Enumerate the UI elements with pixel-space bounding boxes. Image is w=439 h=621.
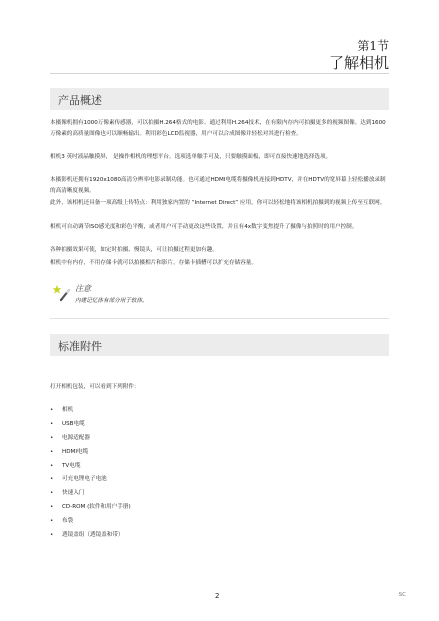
page-number: 2 (215, 592, 220, 600)
accessories-heading-bar (50, 334, 389, 356)
note-divider (50, 318, 389, 319)
section-number: 第1节 (357, 39, 389, 53)
accessories-intro: 打开相机包装，可以看到下列附件： (50, 384, 140, 390)
section-title: 了解相机 (328, 54, 389, 72)
overview-paragraph: 相机中有内存，不用存储卡就可以拍摄相片和影片。存储卡插槽可以扩充存储容量。 (50, 260, 257, 266)
list-item: • 快速入门 (50, 490, 85, 497)
accessories-list (50, 404, 131, 543)
overview-paragraph: 本摄像机拥有1000万像素传感器，可以拍摄H.264格式的电影。通过利用H.264技术，在有限内存内可拍摄更多的视频图像。达到1600万像素的高质量图像也可以顺畅输出。利用彩色LCD监视器，用户可以合成图像并轻松对其进行检查。 (50, 120, 386, 138)
list-item: • CD-ROM (软件和用户手册) (50, 504, 131, 511)
note-label: 注意 (75, 284, 91, 293)
list-item: • USB电缆 (50, 420, 85, 427)
language-code: SC (398, 592, 406, 598)
list-item: • HDMI电缆 (50, 448, 89, 455)
overview-heading-bar (50, 88, 389, 110)
list-item: • TV电缆 (50, 462, 81, 469)
overview-paragraph: 此外，该相机还具备一项高级上传特点：利用独家内置的 “Internet Direct” 应用，你可以轻松地将该相机拍摄到的视频上传至互联网。 (50, 200, 386, 206)
overview-paragraph: 各种拍摄效果可使，如定时拍摄、慢镜头，可让拍摄过程更加有趣。 (50, 247, 218, 253)
list-item: • 电源适配器 (50, 434, 90, 441)
overview-paragraph: 相机3 英吋液晶触摸屏， 是操作相机的理想平台。选项选单触手可及，只要触摸面板，即可直接快速地选择选项。 (50, 154, 332, 160)
note-pencil-icon (52, 283, 72, 303)
list-item: • 相机 (50, 407, 74, 413)
list-item: • 可充电锂电子电池 (50, 476, 107, 483)
section-divider (50, 73, 389, 74)
list-item: • 透镜盖组（透镜盖和带） (50, 532, 124, 539)
list-item: • 布袋 (50, 518, 74, 525)
note-text: 内建记忆体有部分用于软体。 (75, 298, 148, 304)
overview-paragraph: 本摄影机还拥有1920x1080高清分辨率电影录制功能。也可通过HDMI电缆将摄像机连接到HDTV，并在HDTV的宽屏幕上轻松播放录制的高清晰度视频。 (50, 177, 386, 195)
overview-heading: 产品概述 (58, 94, 102, 107)
accessories-heading: 标准附件 (58, 340, 102, 353)
overview-paragraph: 相机可自动调节ISO感光度和彩色平衡，或者用户可手动更改这些设置，并且有4x数字变焦提升了摄像与拍照时的用户控制。 (50, 224, 358, 230)
